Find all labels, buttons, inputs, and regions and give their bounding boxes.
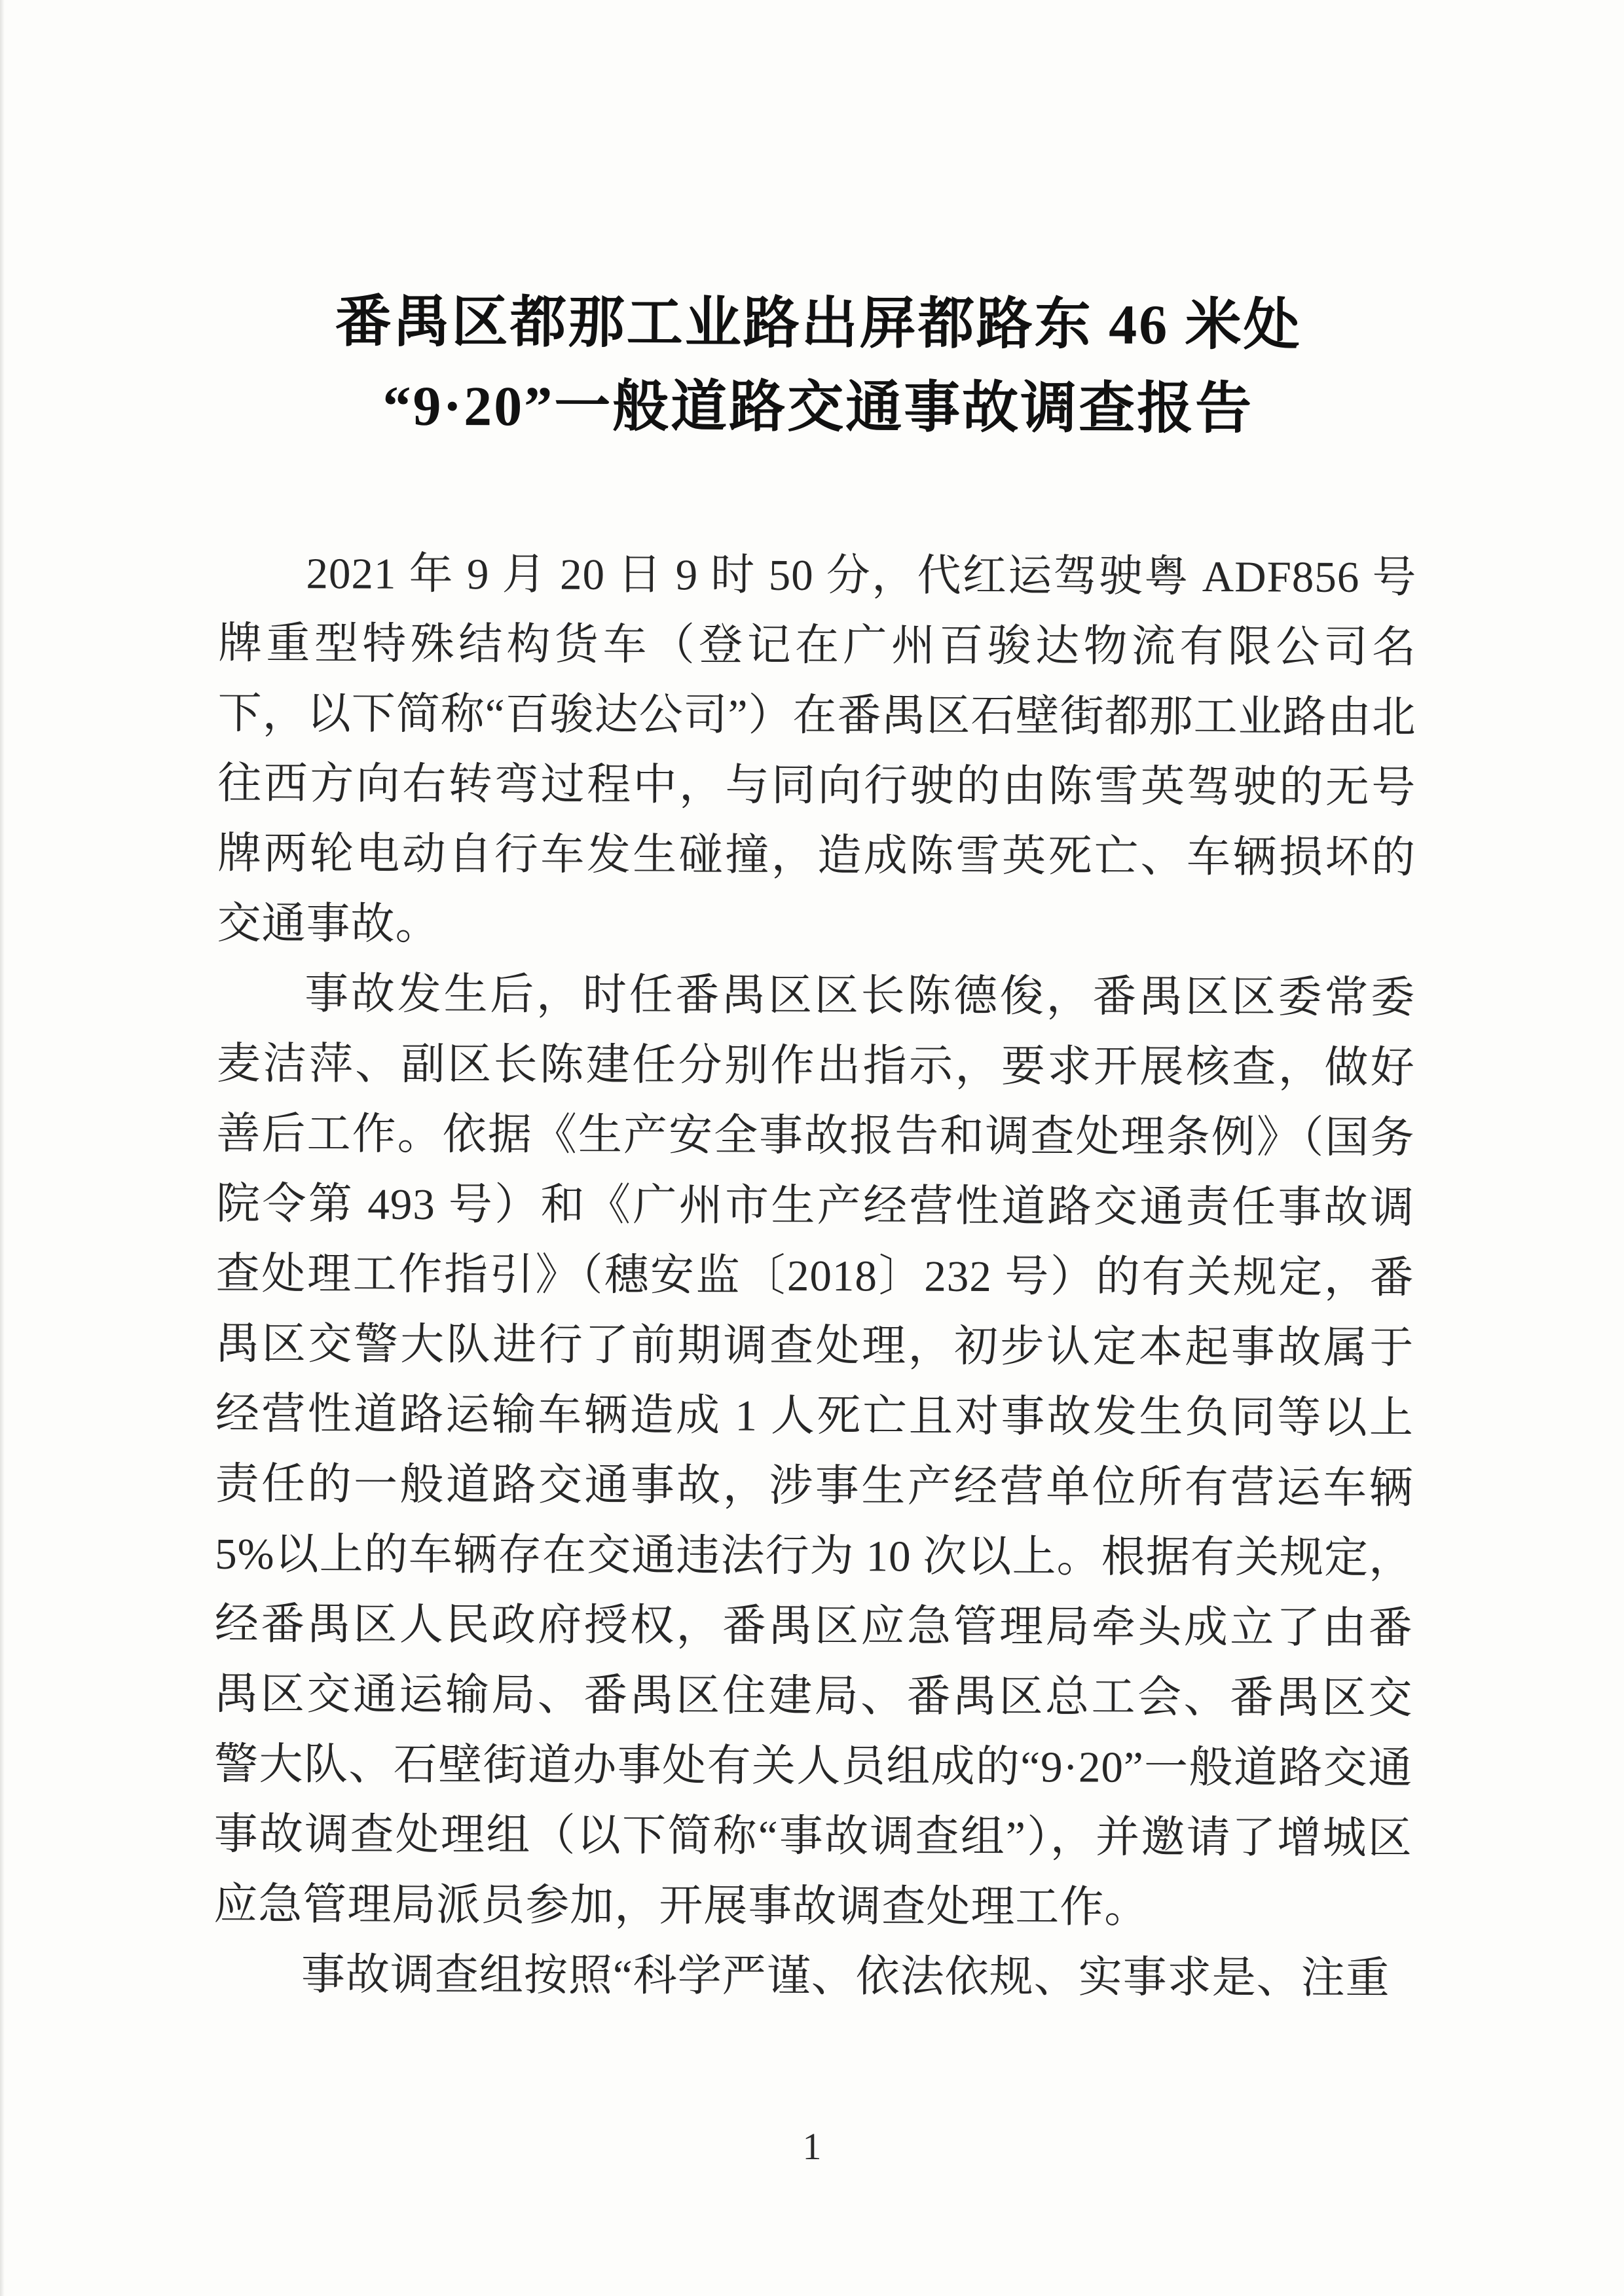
page-number: 1 [802, 2125, 822, 2168]
report-title [219, 280, 1418, 451]
report-title-line-1: 番禺区都那工业路出屏都路东 46 米处 [335, 290, 1302, 357]
scan-edge-artifact [0, 0, 5, 2296]
report-body [213, 539, 1417, 2014]
report-paragraph: 2021 年 9 月 20 日 9 时 50 分，代红运驾驶粤 ADF856 号牌重型特殊结构货车（登记在广州百骏达物流有限公司名下，以下简称“百骏达公司”）在番禺区石壁街都那工业路由北往西方向右转弯过程中，与同向行驶的由陈雪英驾驶的无号牌两轮电动自行车发生碰撞，造成陈雪英死亡、车辆损坏的交通事故。 [217, 549, 1417, 949]
report-paragraph: 事故调查组按照“科学严谨、依法依规、实事求是、注重 [301, 1950, 1390, 2003]
report-paragraph: 事故发生后，时任番禺区区长陈德俊，番禺区区委常委麦洁萍、副区长陈建任分别作出指示，要求开展核查，做好善后工作。依据《生产安全事故报告和调查处理条例》（国务院令第 493 号）和《广州市生产经营性道路交通责任事故调查处理工作指引》（穗安监〔2018〕232 号）的有关规定，番禺区交警大队进行了前期调查处理，初步认定本起事故属于经营性道路运输车辆造成 1 人死亡且对事故发生负同等以上责任的一般道路交通事故，涉事生产经营单位所有营运车辆 5%以上的车辆存在交通违法行为 10 次以上。根据有关规定，经番禺区人民政府授权，番禺区应急管理局牵头成立了由番禺区交通运输局、番禺区住建局、番禺区总工会、番禺区交警大队、石壁街道办事处有关人员组成的“9·20”一般道路交通事故调查处理组（以下简称“事故调查组”），并邀请了增城区应急管理局派员参加，开展事故调查处理工作。 [213, 970, 1416, 1932]
report-title-line-2: “9·20”一般道路交通事故调查报告 [382, 374, 1254, 441]
document-content [213, 280, 1418, 2014]
